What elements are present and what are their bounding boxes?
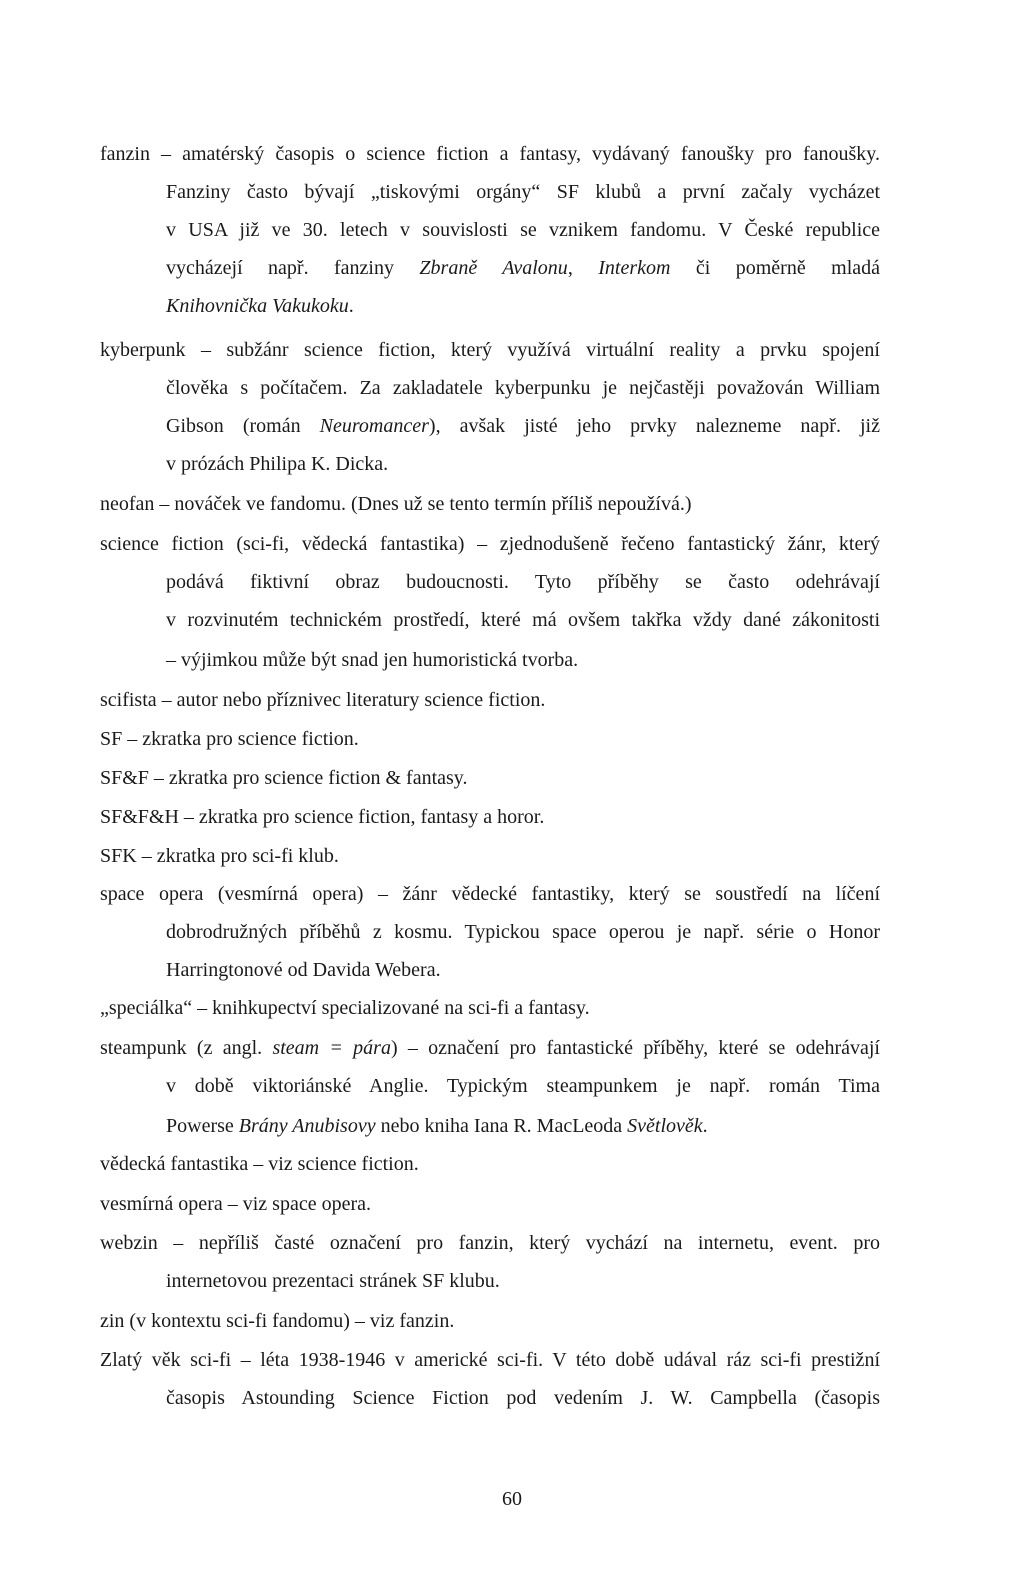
entry-space-opera-line-3: Harringtonové od Davida Webera. (166, 959, 441, 981)
page-number: 60 (502, 1488, 522, 1510)
entry-kyberpunk-line-1: kyberpunk – subžánr science fiction, který využívá virtuální reality a prvku spojení (100, 339, 880, 361)
entry-kyberpunk-line-2: člověka s počítačem. Za zakladatele kyberpunku je nejčastěji považován William (166, 377, 880, 399)
entry-space-opera-line-2: dobrodružných příběhů z kosmu. Typickou space operou je např. série o Honor (166, 921, 880, 943)
entry-fanzin-line-3: v USA již ve 30. letech v souvislosti se vznikem fandomu. V České republice (166, 219, 880, 241)
entry-webzin-line-1: webzin – nepříliš časté označení pro fanzin, který vychází na internetu, event. pro (100, 1232, 880, 1254)
entry-steampunk-line-3: Powerse Brány Anubisovy nebo kniha Iana R. MacLeoda Světlověk. (166, 1115, 708, 1137)
entry-science-fiction-line-1: science fiction (sci-fi, vědecká fantastika) – zjednodušeně řečeno fantastický žánr, který (100, 533, 880, 555)
entry-zlaty-vek-line-2: časopis Astounding Science Fiction pod vedením J. W. Campbella (časopis (166, 1387, 880, 1409)
entry-fanzin-line-2: Fanziny často bývají „tiskovými orgány“ SF klubů a první začaly vycházet (166, 181, 880, 203)
entry-science-fiction-line-3: v rozvinutém technickém prostředí, které má ovšem takřka vždy dané zákonitosti (166, 609, 880, 631)
entry-fanzin-line-1: fanzin – amatérský časopis o science fiction a fantasy, vydávaný fanoušky pro fanoušky. (100, 143, 880, 165)
entry-steampunk-line-1: steampunk (z angl. steam = pára) – označení pro fantastické příběhy, které se odehrávají (100, 1037, 880, 1059)
entry-sf-line-1: SF – zkratka pro science fiction. (100, 728, 359, 750)
entry-kyberpunk-line-4: v prózách Philipa K. Dicka. (166, 453, 389, 475)
entry-zin-line-1: zin (v kontextu sci-fi fandomu) – viz fanzin. (100, 1310, 455, 1332)
entry-vesmirna-opera-line-1: vesmírná opera – viz space opera. (100, 1193, 371, 1215)
entry-zlaty-vek-line-1: Zlatý věk sci-fi – léta 1938-1946 v americké sci-fi. V této době udával ráz sci-fi prestižní (100, 1349, 880, 1371)
entry-space-opera-line-1: space opera (vesmírná opera) – žánr vědecké fantastiky, který se soustředí na líčení (100, 883, 880, 905)
entry-steampunk-line-2: v době viktoriánské Anglie. Typickým steampunkem je např. román Tima (166, 1075, 880, 1097)
entry-fanzin-line-5: Knihovnička Vakukoku. (166, 295, 354, 317)
entry-sfk-line-1: SFK – zkratka pro sci-fi klub. (100, 845, 339, 867)
entry-neofan-line-1: neofan – nováček ve fandomu. (Dnes už se tento termín příliš nepoužívá.) (100, 493, 692, 515)
entry-sff-line-1: SF&F – zkratka pro science fiction & fantasy. (100, 767, 468, 789)
entry-specialka-line-1: „speciálka“ – knihkupectví specializované na sci-fi a fantasy. (100, 997, 590, 1019)
entry-science-fiction-line-4: – výjimkou může být snad jen humoristická tvorba. (166, 649, 579, 671)
entry-science-fiction-line-2: podává fiktivní obraz budoucnosti. Tyto příběhy se často odehrávají (166, 571, 880, 593)
entry-scifista-line-1: scifista – autor nebo příznivec literatury science fiction. (100, 689, 546, 711)
entry-sffh-line-1: SF&F&H – zkratka pro science fiction, fantasy a horor. (100, 806, 545, 828)
entry-webzin-line-2: internetovou prezentaci stránek SF klubu. (166, 1270, 500, 1292)
entry-fanzin-line-4: vycházejí např. fanziny Zbraně Avalonu, Interkom či poměrně mladá (166, 257, 881, 279)
entry-vedecka-fantastika-line-1: vědecká fantastika – viz science fiction. (100, 1153, 419, 1175)
entry-kyberpunk-line-3: Gibson (román Neuromancer), avšak jisté jeho prvky nalezneme např. již (166, 415, 880, 437)
